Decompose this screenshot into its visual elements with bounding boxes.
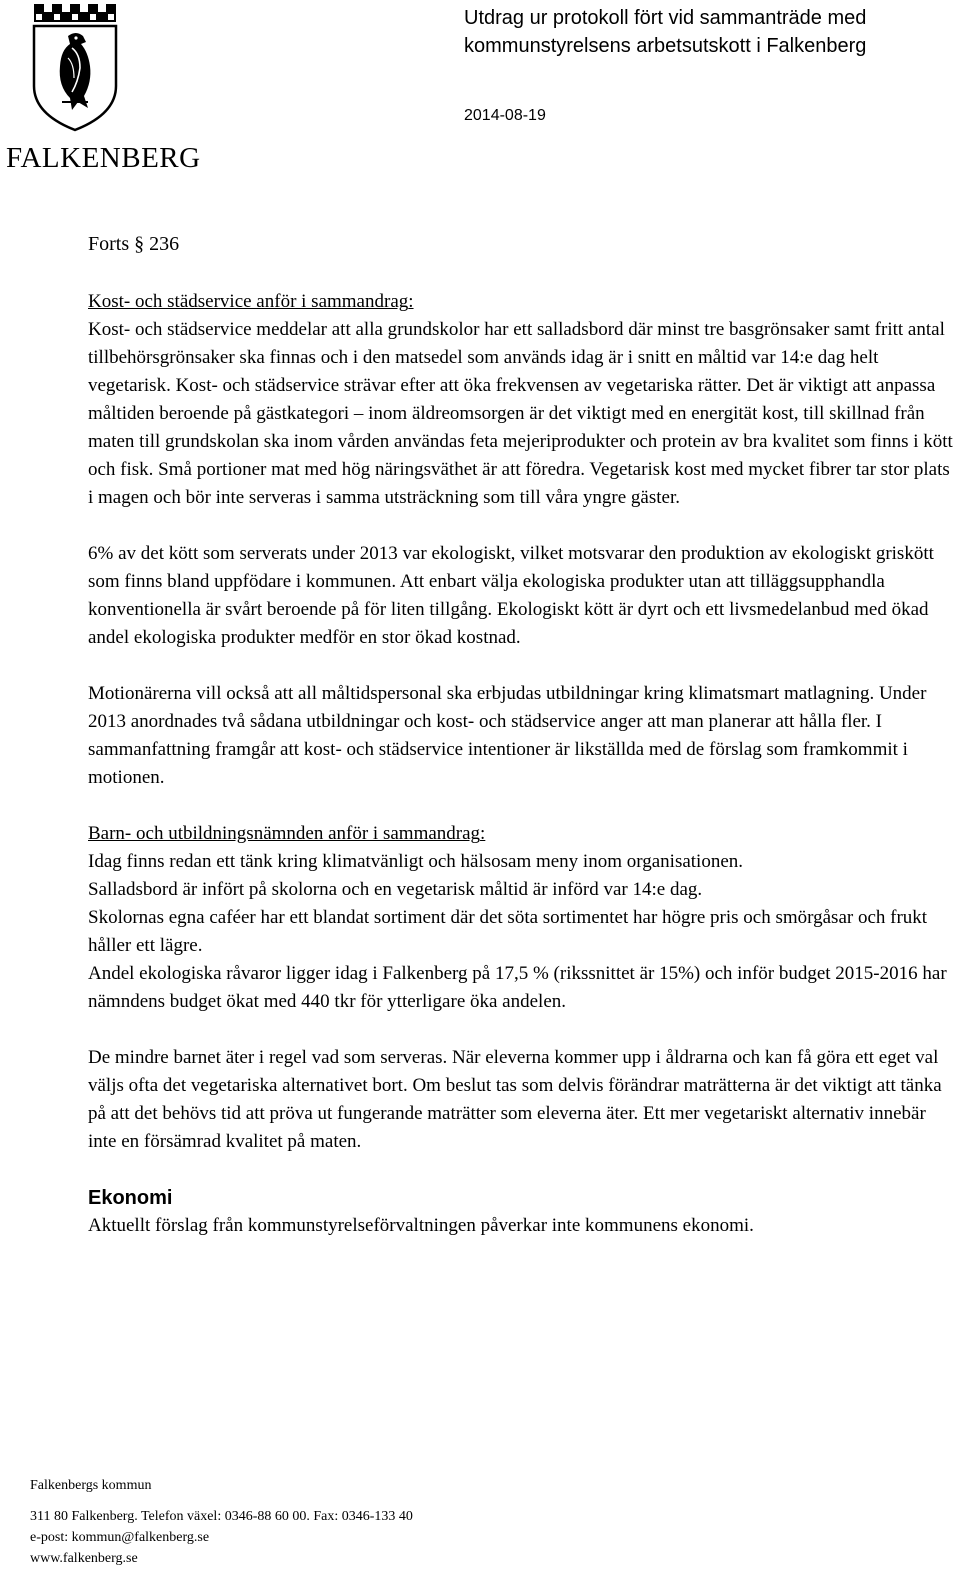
document-body <box>88 230 958 1240</box>
municipal-logo <box>0 0 201 180</box>
paragraph-reference: Forts § 236 <box>88 233 180 255</box>
footer-org: Falkenbergs kommun <box>30 1478 152 1493</box>
coat-of-arms-icon <box>28 2 122 132</box>
page-footer <box>30 1475 630 1569</box>
title-line-1: Utdrag ur protokoll fört vid sammanträde med <box>464 7 867 29</box>
ekonomi-text: Aktuellt förslag från kommunstyrelseförvaltningen påverkar inte kommunens ekonomi. <box>88 1215 754 1236</box>
footer-web[interactable]: www.falkenberg.se <box>30 1551 138 1566</box>
ekonomi-heading: Ekonomi <box>88 1187 173 1209</box>
meeting-date: 2014-08-19 <box>464 107 546 124</box>
barn-line-3: Skolornas egna caféer har ett blandat sortiment där det söta sortimentet har högre pris och smörgåsar och frukt håller ett lägre. <box>88 907 928 956</box>
barn-line-4: Andel ekologiska råvaror ligger idag i Falkenberg på 17,5 % (rikssnittet är 15%) och inför budget 2015-2016 har nämndens budget ökat med 440 tkr för ytterligare öka andelen. <box>88 963 947 1012</box>
title-line-2: kommunstyrelsens arbetsutskott i Falkenberg <box>464 35 867 57</box>
section-heading-kost: Kost- och städservice anför i sammandrag: <box>88 291 414 312</box>
kost-paragraph-3: Motionärerna vill också att all måltidspersonal ska erbjudas utbildningar kring klimatsmart matlagning. Under 2013 anordnades två sådana utbildningar och kost- och städservice anger att man planerar att hålla fler. I sammanfattning framgår att kost- och städservice intentioner är likställda med de förslag som framkommit i motionen. <box>88 683 927 788</box>
document-title <box>464 4 954 60</box>
kost-paragraph-2: 6% av det kött som serverats under 2013 var ekologiskt, vilket motsvarar den produktion av ekologiskt griskött som finns bland uppfödare i kommunen. Att enbart välja ekologiska produkter utan att tilläggsupphandla konventionella är svårt beroende på för liten tillgång. Ekologiskt kött är dyrt och ett livsmedelanbud med ökad andel ekologiska produkter medför en stor ökad kostnad. <box>88 543 934 648</box>
barn-line-1: Idag finns redan ett tänk kring klimatvänligt och hälsosam meny inom organisationen. <box>88 851 744 872</box>
footer-email[interactable]: e-post: kommun@falkenberg.se <box>30 1530 210 1545</box>
logo-wordmark: FALKENBERG <box>6 142 201 174</box>
barn-paragraph-2: De mindre barnet äter i regel vad som serveras. När eleverna kommer upp i åldrarna och kan få göra ett eget val väljs ofta det vegetariska alternativet bort. Om beslut tas som delvis förändrar maträtterna är det viktigt att tänka på att det behövs tid att pröva ut fungerande maträtter som eleverna äter. Ett mer vegetariskt alternativ innebär inte en försämrad kvalitet på maten. <box>88 1047 942 1152</box>
barn-line-2: Salladsbord är infört på skolorna och en vegetarisk måltid är införd var 14:e dag. <box>88 879 703 900</box>
section-heading-barn: Barn- och utbildningsnämnden anför i sammandrag: <box>88 823 486 844</box>
section-heading-kost-text: Kost- och städservice anför i sammandrag <box>88 291 409 312</box>
section-heading-barn-text: Barn- och utbildningsnämnden anför i sammandrag <box>88 823 481 844</box>
footer-address: 311 80 Falkenberg. Telefon växel: 0346-88 60 00. Fax: 0346-133 40 <box>30 1509 413 1524</box>
kost-paragraph-1: Kost- och städservice meddelar att alla grundskolor har ett salladsbord där minst tre basgrönsaker samt fritt antal tillbehörsgrönsaker ska finnas och i den matsedel som används idag är i snitt en måltid var 14:e dag helt vegetarisk. Kost- och städservice strävar efter att öka frekvensen av vegetariska rätter. Det är viktigt att anpassa måltiden beroende på gästkategori – inom äldreomsorgen är det viktigt med en energität kost, till skillnad från maten till grundskolan ska inom vården användas feta mejeriprodukter och protein av bra kvalitet som finns i kött och fisk. Små portioner mat med hög näringsväthet är att föredra. Vegetarisk kost med mycket fibrer tar stor plats i magen och bör inte serveras i samma utsträckning som till våra yngre gäster. <box>88 319 953 508</box>
